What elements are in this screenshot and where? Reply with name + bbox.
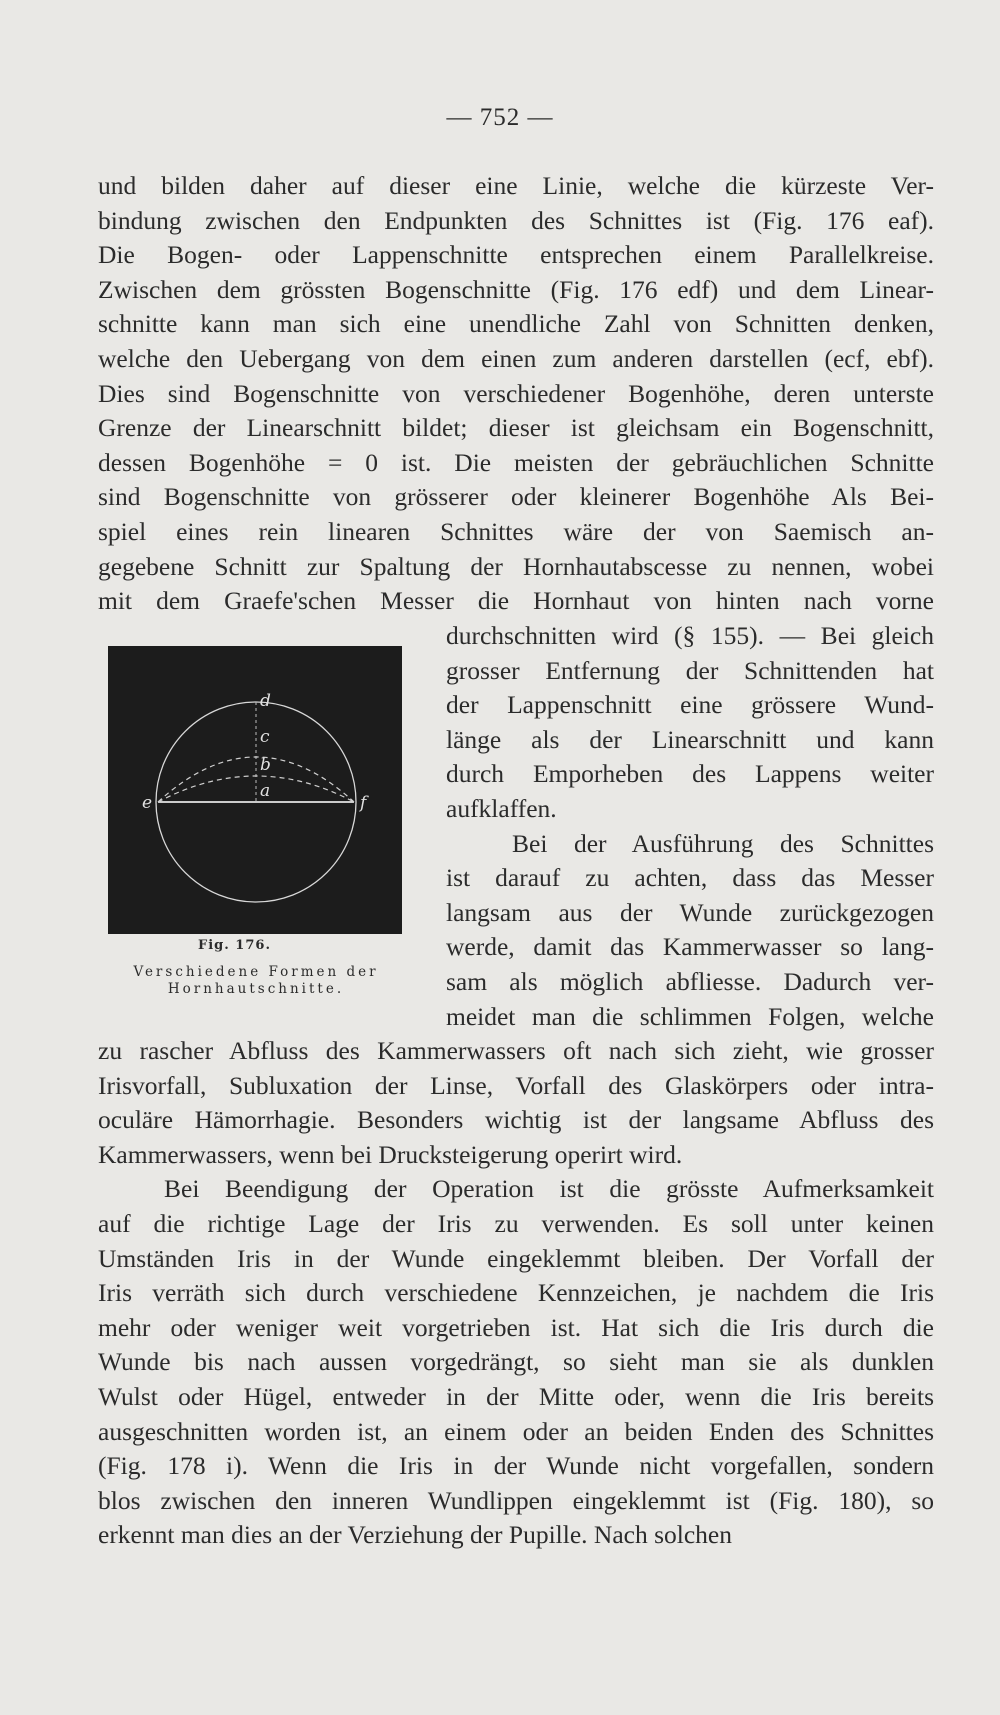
text-line: Wunde bis nach aussen vorgedrängt, so sieht man sie als dunklen (98, 1347, 934, 1377)
text-line: blos zwischen den inneren Wundlippen eingeklemmt ist (Fig. 180), so (98, 1485, 934, 1515)
text-line: dessen Bogenhöhe = 0 ist. Die meisten der gebräuchlichen Schnitte (98, 447, 934, 477)
text-line: ist darauf zu achten, dass das Messer (446, 863, 934, 893)
text-line: Die Bogen- oder Lappenschnitte entsprechen einem Parallelkreise. (98, 240, 934, 270)
text-line: gegebene Schnitt zur Spaltung der Hornhautabscesse zu nennen, wobei (98, 551, 934, 581)
text-line: mit dem Graefe'schen Messer die Hornhaut von hinten nach vorne (98, 586, 934, 616)
figure-number: Fig. 176. (198, 938, 271, 953)
text-line: bindung zwischen den Endpunkten des Schnittes ist (Fig. 176 eaf). (98, 205, 934, 235)
text-line: länge als der Linearschnitt und kann (446, 724, 934, 754)
text-line: Zwischen dem grössten Bogenschnitte (Fig. 176 edf) und dem Linear- (98, 274, 934, 304)
text-line: Iris verräth sich durch verschiedene Kennzeichen, je nachdem die Iris (98, 1278, 934, 1308)
label-c: c (260, 727, 270, 747)
side-paragraph (446, 619, 934, 1034)
text-line: Bei der Ausführung des Schnittes (512, 828, 934, 858)
text-line: Bei Beendigung der Operation ist die grösste Aufmerksamkeit (164, 1174, 934, 1204)
text-line: Irisvorfall, Subluxation der Linse, Vorfall des Glaskörpers oder intra- (98, 1070, 934, 1100)
text-line: werde, damit das Kammerwasser so lang- (446, 932, 934, 962)
text-line: und bilden daher auf dieser eine Linie, welche die kürzeste Ver- (98, 171, 934, 200)
text-line: sind Bogenschnitte von grösserer oder kleinerer Bogenhöhe Als Bei- (98, 482, 934, 512)
bottom-paragraph (98, 1034, 934, 1553)
page-number: — 752 — (446, 104, 554, 131)
text-line: Dies sind Bogenschnitte von verschiedener Bogenhöhe, deren unterste (98, 378, 934, 408)
text-line: durchschnitten wird (§ 155). — Bei gleich (446, 621, 934, 650)
text-line: grosser Entfernung der Schnittenden hat (446, 655, 934, 685)
text-line: der Lappenschnitt eine grössere Wund- (446, 690, 934, 720)
figure-176 (108, 646, 402, 934)
text-line: Wulst oder Hügel, entweder in der Mitte oder, wenn die Iris bereits (98, 1381, 934, 1411)
text-line: zu rascher Abfluss des Kammerwassers oft nach sich zieht, wie grosser (98, 1036, 934, 1065)
text-line: Kammerwassers, wenn bei Drucksteigerung operirt wird. (98, 1139, 683, 1169)
text-line: schnitte kann man sich eine unendliche Zahl von Schnitten denken, (98, 309, 934, 339)
text-line: langsam aus der Wunde zurückgezogen (446, 897, 934, 927)
text-line: meidet man die schlimmen Folgen, welche (446, 1001, 934, 1031)
label-a: a (260, 781, 271, 801)
caption-line-2: Hornhautschnitte. (167, 981, 345, 997)
text-line: mehr oder weniger weit vorgetrieben ist. Hat sich die Iris durch die (98, 1312, 934, 1342)
label-b: b (260, 755, 271, 775)
text-line: aufklaffen. (446, 793, 557, 823)
figure-caption (100, 964, 412, 998)
text-line: Umständen Iris in der Wunde eingeklemmt bleiben. Der Vorfall der (98, 1243, 934, 1273)
cornea-diagram (108, 646, 402, 934)
text-line: oculäre Hämorrhagie. Besonders wichtig ist der langsame Abfluss des (98, 1105, 934, 1135)
label-d: d (260, 691, 271, 711)
caption-line-1: Verschiedene Formen der (133, 964, 379, 980)
text-line: auf die richtige Lage der Iris zu verwenden. Es soll unter keinen (98, 1208, 934, 1238)
text-line: durch Emporheben des Lappens weiter (446, 759, 934, 789)
text-line: erkennt man dies an der Verziehung der Pupille. Nach solchen (98, 1520, 732, 1550)
text-line: welche den Uebergang von dem einen zum anderen darstellen (ecf, ebf). (98, 343, 934, 373)
label-e: e (142, 793, 153, 813)
top-paragraph (98, 169, 934, 619)
label-f: f (360, 793, 367, 813)
text-line: Grenze der Linearschnitt bildet; dieser ist gleichsam ein Bogenschnitt, (98, 413, 934, 443)
text-line: (Fig. 178 i). Wenn die Iris in der Wunde nicht vorgefallen, sondern (98, 1451, 934, 1481)
text-line: spiel eines rein linearen Schnittes wäre der von Saemisch an- (98, 516, 934, 546)
text-line: ausgeschnitten worden ist, an einem oder an beiden Enden des Schnittes (98, 1416, 934, 1446)
text-line: sam als möglich abfliesse. Dadurch ver- (446, 966, 934, 996)
